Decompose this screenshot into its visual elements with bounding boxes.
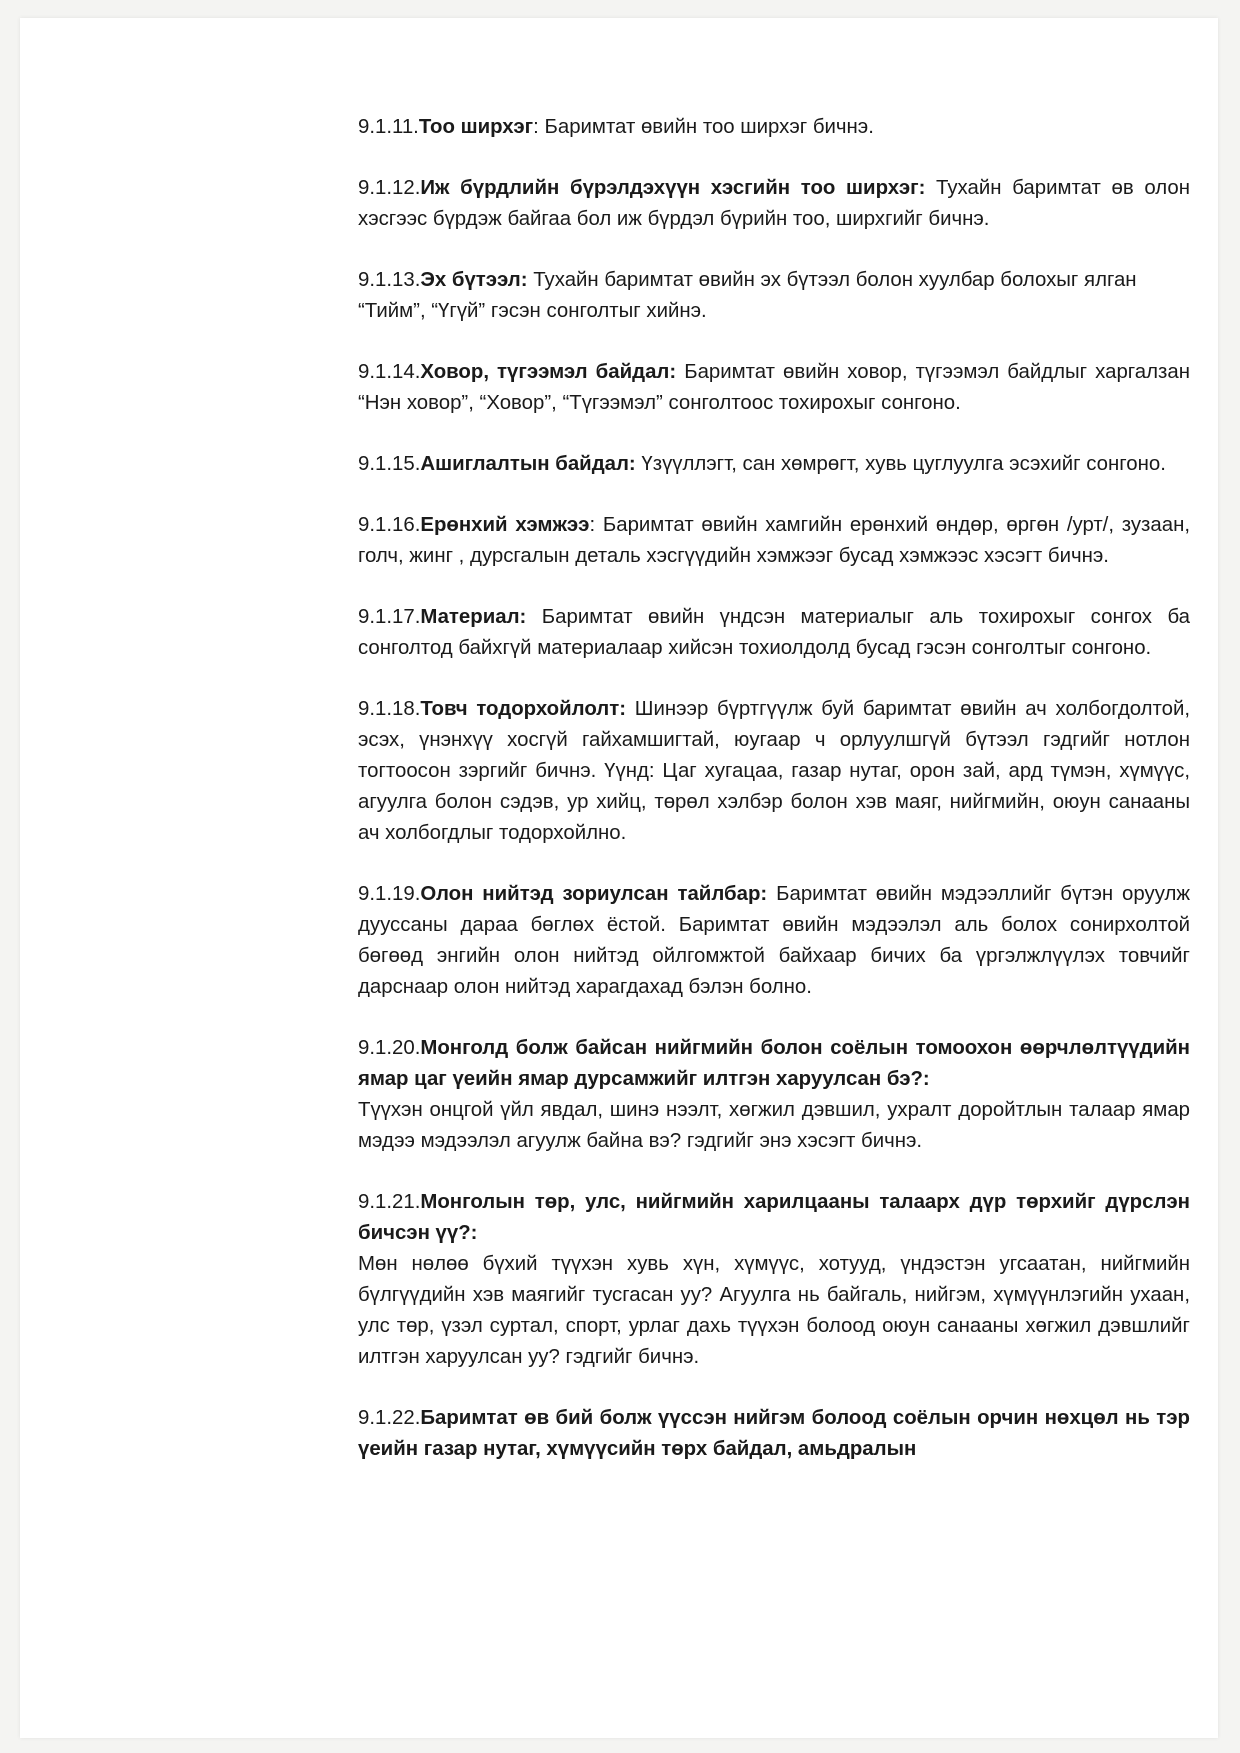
item-title: Иж бүрдлийн бүрэлдэхүүн хэсгийн тоо ширхэг: (420, 177, 926, 199)
question-9-1-20 (358, 1033, 1190, 1157)
question-title: Баримтат өв бий болж үүссэн нийгэм болоод соёлын орчин нөхцөл нь тэр үеийн газар нутаг, хүмүүсийн төрх байдал, амьдралын (358, 1407, 1190, 1460)
item-text: Тухайн баримтат өв олон хэсгээс бүрдэж байгаа бол иж бүрдэл бүрийн тоо, ширхгийг бичнэ. (358, 177, 1190, 230)
question-9-1-22 (358, 1403, 1190, 1465)
item-9-1-12 (358, 173, 1190, 235)
item-number: 9.1.17. (358, 606, 421, 628)
question-number: 9.1.20. (358, 1037, 421, 1059)
question-text: Мөн нөлөө бүхий түүхэн хувь хүн, хүмүүс, хотууд, үндэстэн угсаатан, нийгмийн бүлгүүдийн хэв маягийг тусгасан уу? Агуулга нь байгаль, нийгэм, хүмүүнлэгийн ухаан, улс төр, үзэл суртал, спорт, урлаг дахь түүхэн болоод оюун санааны хөгжил дэвшлийг илтгэн харуулсан уу? гэдгийг бичнэ. (358, 1253, 1190, 1368)
item-9-1-13 (358, 265, 1190, 327)
question-title: Монголын төр, улс, нийгмийн харилцааны талаарх дүр төрхийг дүрслэн бичсэн үү?: (358, 1191, 1190, 1244)
item-number: 9.1.19. (358, 883, 421, 905)
item-number: 9.1.16. (358, 514, 421, 536)
item-text: Баримтат өвийн үндсэн материалыг аль тохирохыг сонгох ба сонголтод байхгүй материалаар хийсэн тохиолдолд бусад гэсэн сонголтыг сонгоно. (358, 606, 1190, 659)
item-title: Ерөнхий хэмжээ (420, 514, 590, 536)
item-title: Товч тодорхойлолт: (420, 698, 627, 720)
item-number: 9.1.18. (358, 698, 421, 720)
item-text: Тухайн баримтат өвийн эх бүтээл болон хуулбар болохыг ялган “Тийм”, “Үгүй” гэсэн сонголтыг хийнэ. (358, 269, 1137, 322)
item-title: Тоо ширхэг (418, 116, 534, 138)
question-heading (358, 1403, 1190, 1465)
question-heading (358, 1187, 1190, 1249)
item-title: Материал: (420, 606, 527, 628)
item-9-1-15 (358, 449, 1190, 480)
item-number: 9.1.12. (358, 177, 421, 199)
item-text: Баримтат өвийн ховор, түгээмэл байдлыг харгалзан “Нэн ховор”, “Ховор”, “Түгээмэл” сонголтоос тохирохыг сонгоно. (358, 361, 1190, 414)
item-text: Баримтат өвийн мэдээллийг бүтэн оруулж дууссаны дараа бөглөх ёстой. Баримтат өвийн мэдээлэл аль болох сонирхолтой бөгөөд энгийн олон нийтэд ойлгомжтой байхаар бичих ба үргэлжлүүлэх товчийг дарснаар олон нийтэд харагдахад бэлэн болно. (358, 883, 1190, 998)
document-page (20, 18, 1218, 1738)
item-text: Баримтат өвийн тоо ширхэг бичнэ. (538, 116, 874, 138)
item-9-1-19 (358, 879, 1190, 1003)
item-9-1-18 (358, 694, 1190, 849)
question-number: 9.1.21. (358, 1191, 421, 1213)
document-body (358, 112, 1190, 1495)
item-9-1-11 (358, 112, 1190, 143)
question-title: Монголд болж байсан нийгмийн болон соёлын томоохон өөрчлөлтүүдийн ямар цаг үеийн ямар дурсамжийг илтгэн харуулсан бэ?: (358, 1037, 1190, 1090)
item-text: Шинээр бүртгүүлж буй баримтат өвийн ач холбогдолтой, эсэх, үнэнхүү хосгүй гайхамшигтай, юугаар ч орлуулшгүй бүтээл гэдгийг нотлон тогтоосон зэргийг бичнэ. Үүнд: Цаг хугацаа, газар нутаг, орон зай, ард түмэн, хүмүүс, агуулга болон сэдэв, ур хийц, төрөл хэлбэр болон хэв маяг, нийгмийн, оюун санааны ач холбогдлыг тодорхойлно. (358, 698, 1191, 844)
item-title: Олон нийтэд зориулсан тайлбар: (420, 883, 768, 905)
item-number: 9.1.15. (358, 453, 421, 475)
item-title: Ховор, түгээмэл байдал: (420, 361, 677, 383)
item-title: Ашиглалтын байдал: (420, 453, 636, 475)
item-9-1-16 (358, 510, 1190, 572)
item-title: Эх бүтээл: (420, 269, 528, 291)
item-9-1-17 (358, 602, 1190, 664)
item-number: 9.1.11. (358, 116, 419, 138)
item-colon: : (589, 514, 596, 536)
item-number: 9.1.13. (358, 269, 421, 291)
question-9-1-21 (358, 1187, 1190, 1373)
item-number: 9.1.14. (358, 361, 421, 383)
item-text: Баримтат өвийн хамгийн ерөнхий өндөр, өргөн /урт/, зузаан, голч, жинг , дурсгалын деталь хэсгүүдийн хэмжээг бусад хэмжээс хэсэгт бичнэ. (358, 514, 1191, 567)
item-9-1-14 (358, 357, 1190, 419)
question-text: Түүхэн онцгой үйл явдал, шинэ нээлт, хөгжил дэвшил, ухралт доройтлын талаар ямар мэдээ мэдээлэл агуулж байна вэ? гэдгийг энэ хэсэгт бичнэ. (358, 1099, 1190, 1152)
item-text: Үзүүллэгт, сан хөмрөгт, хувь цуглуулга эсэхийг сонгоно. (635, 453, 1166, 475)
question-number: 9.1.22. (358, 1407, 421, 1429)
question-heading (358, 1033, 1190, 1095)
item-colon: : (533, 116, 539, 138)
